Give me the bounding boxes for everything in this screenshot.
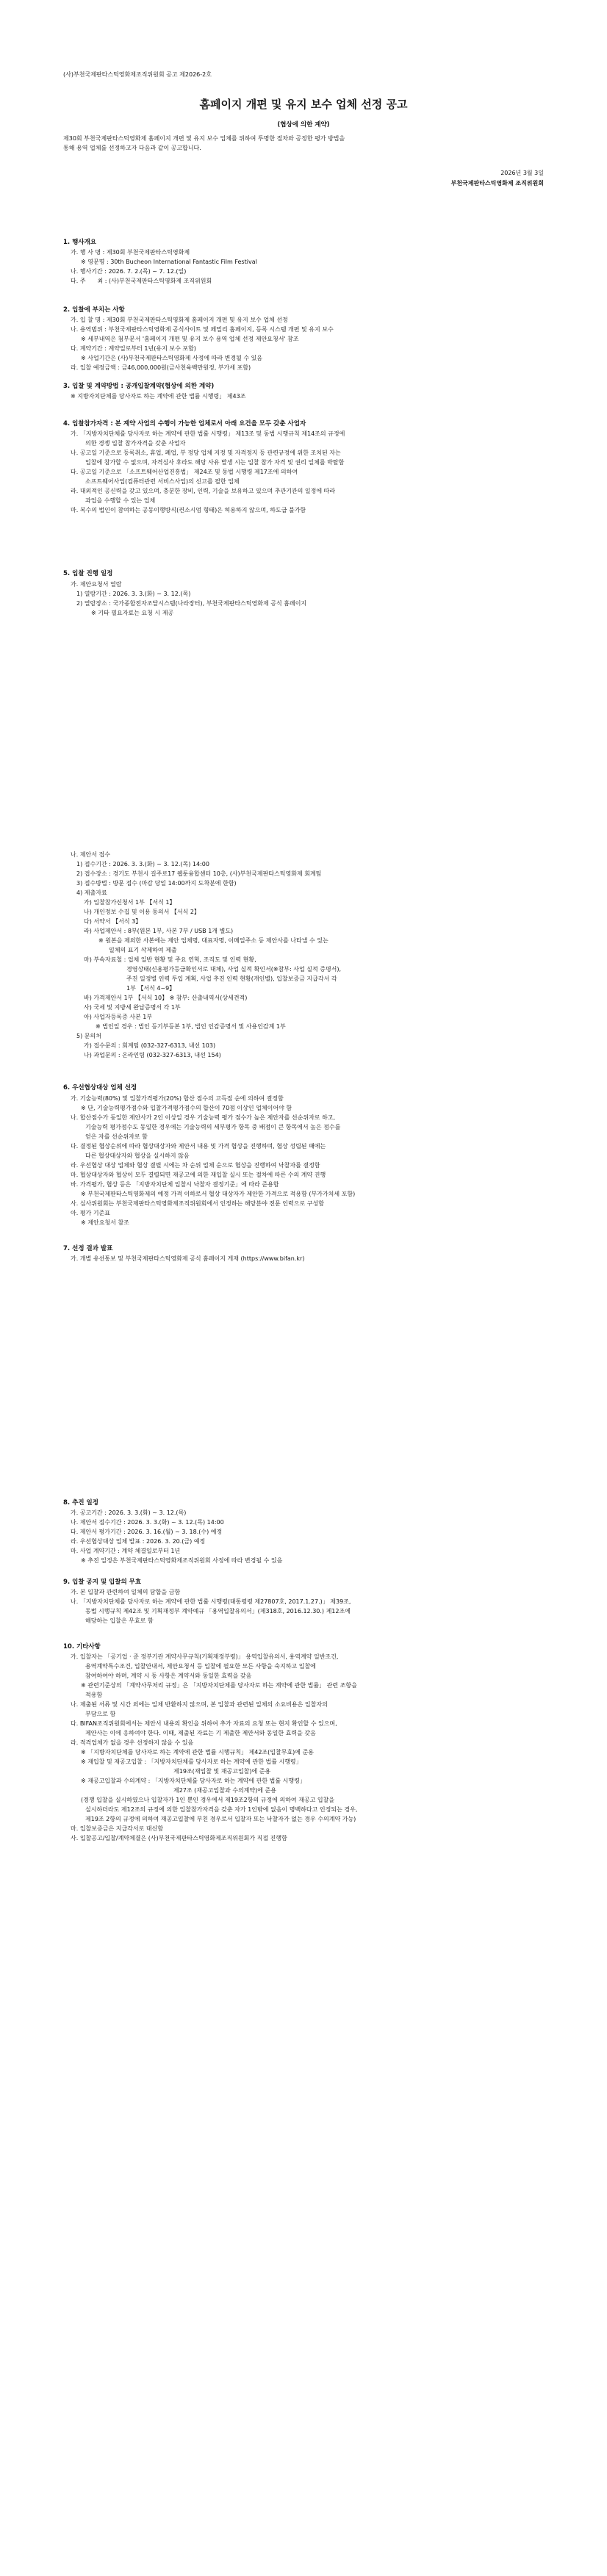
section-4-line: 소프트웨어사업(컴퓨터관련 서비스사업)의 신고를 필한 업체 — [85, 478, 240, 485]
section-10-line: (경쟁 입찰을 실시하였으나 입찰자가 1인 뿐인 경우에서 제19조2항의 규정에 의하여 재공고 입찰을 — [81, 1797, 335, 1803]
section-10-line: ※ 관련기준상의 「계약사무처리 규정」은 「지방자치단체를 당사자로 하는 계약에 관한 법률」 관련 조항을 — [81, 1682, 357, 1689]
section-5-line: 3) 접수방법 : 방문 접수 (마감 당일 14:00까지 도착분에 한함) — [76, 880, 237, 887]
section-1-line: 다. 주 최 : (사)부천국제판타스틱영화제 조직위원회 — [71, 278, 212, 284]
section-8-line: 마. 사업 계약기간 : 계약 체결일로부터 1년 — [71, 1548, 181, 1554]
intro-line: 제30회 부천국제판타스틱영화제 홈페이지 개편 및 유지 보수 업체를 위하여 투명한 절차와 공정한 평가 방법을 — [63, 135, 345, 142]
section-1-heading: 1. 행사개요 — [63, 239, 96, 246]
section-5-line: ※ 기타 필요자료는 요청 시 제공 — [91, 610, 174, 616]
section-1-line: ※ 영문명 : 30th Bucheon International Fantastic Film Festival — [81, 259, 257, 265]
section-9-line: 동법 시행규칙 제42조 및 기획재정부 계약예규 「용역입찰유의서」(제318호, 2016.12.30.) 제12조에 — [85, 1608, 351, 1614]
section-9-heading: 9. 입찰 공지 및 입찰의 무효 — [63, 1579, 142, 1586]
section-5-line: 가) 입찰참가신청서 1부 【서식 1】 — [84, 899, 176, 906]
section-6-line: 다. 결정된 협상순위에 따라 협상대상자와 제안서 내용 및 가격 협상을 진행하며, 협상 성립된 때에는 — [71, 1143, 326, 1150]
section-5-line: 가) 접수문의 : 회계팀 (032-327-6313, 내선 103) — [84, 1042, 216, 1049]
section-6-line: 나. 합산점수가 동일한 제안사가 2인 이상일 경우 기술능력 평가 점수가 높은 제안자를 선순위자로 하고, — [71, 1114, 336, 1121]
section-10-line: 마. 입찰보증금은 지급각서로 대신함 — [71, 1825, 164, 1832]
section-6-line: 아. 평가 기준표 — [71, 1210, 110, 1216]
section-5-line: 나. 제안서 접수 — [71, 851, 110, 858]
section-6-line: ※ 단, 기술능력평가점수와 입찰가격평가점수의 합산이 70점 이상인 업체이어야 함 — [81, 1105, 292, 1111]
section-8-heading: 8. 추진 일정 — [63, 1499, 98, 1507]
section-5-line: 2) 접수장소 : 경기도 부천시 길주로17 웹툰융합센터 10층, (사)부천국제판타스틱영화제 회계팀 — [76, 870, 322, 877]
section-4-heading: 4. 입찰참가자격 : 본 계약 사업의 수행이 가능한 업체로서 아래 요건을 모두 갖춘 사업자 — [63, 420, 306, 427]
section-9-line: 가. 본 입찰과 관련하여 일체의 담합을 금함 — [71, 1589, 181, 1595]
section-2-line: ※ 세부내역은 첨부문서 '홈페이지 개편 및 유지 보수 용역 업체 선정 제안요청서' 참조 — [81, 336, 299, 342]
section-4-line: 의한 경쟁 입찰 참가자격을 갖춘 사업자 — [85, 440, 186, 447]
section-7-line: 가. 개별 유선통보 및 부천국제판타스틱영화제 공식 홈페이지 게재 (https://www.bifan.kr) — [71, 1255, 305, 1262]
section-10-line: 다. BIFAN조직위원회에서는 제안서 내용의 확인을 위하여 추가 자료의 요청 또는 현지 확인할 수 있으며, — [71, 1720, 337, 1727]
section-7-heading: 7. 선정 결과 발표 — [63, 1245, 113, 1252]
section-1-line: 가. 행 사 명 : 제30회 부천국제판타스틱영화제 — [71, 249, 190, 256]
section-5-line: 주진 일정별 인력 투입 계획, 사업 추진 인력 현황(개인별), 입찰보증금 지급각서 각 — [126, 975, 337, 982]
section-10-line: 제19조(재입찰 및 재공고입찰)에 준용 — [173, 1768, 271, 1775]
section-4-line: 다. 공고일 기준으로 「소프트웨어산업진흥법」 제24조 및 동법 시행령 제17조에 의하여 — [71, 469, 298, 475]
section-10-line: 제19조 2항의 규정에 의하여 재공고입찰에 부친 경우로서 입찰자 또는 낙찰자가 없는 경우 수의계약 가능) — [85, 1816, 356, 1822]
section-5-line: 라) 사업제안서 : 8부(원본 1부, 사본 7부 / USB 1개 별도) — [84, 928, 234, 934]
section-10-line: 참여하여야 하며, 계약 시 동 사항은 계약서와 동일한 효력을 갖음 — [85, 1673, 252, 1679]
section-10-heading: 10. 기타사항 — [63, 1643, 101, 1650]
section-6-line: ※ 부천국제판타스틱영화제의 예정 가격 이하로서 협상 대상자가 제안한 가격으로 적용함 (부가가치세 포함) — [81, 1191, 356, 1197]
section-6-line: 사. 심사위원회는 부천국제판타스틱영화제조직위원회에서 인정하는 해당분야 전문 인력으로 구성함 — [71, 1200, 324, 1207]
section-9-line: 해당하는 입찰은 무효로 함 — [85, 1617, 154, 1624]
section-5-line: 아) 사업자등록증 사본 1부 — [84, 1014, 153, 1020]
section-2-heading: 2. 입찰에 부치는 사항 — [63, 306, 125, 314]
section-6-line: 얻은 자를 선순위자로 함 — [85, 1133, 148, 1140]
issuing-org: 부천국제판타스틱영화제 조직위원회 — [450, 180, 544, 187]
section-5-line: 나) 과업문의 : 온라인팀 (032-327-6313, 내선 154) — [84, 1052, 221, 1058]
section-8-line: 다. 제안서 평가기간 : 2026. 3. 16.(월) ~ 3. 18.(수) 예정 — [71, 1529, 223, 1535]
intro-line: 통해 용역 업체를 선정하고자 다음과 같이 공고합니다. — [63, 145, 201, 151]
notice-number: (사)부천국제판타스틱영화제조직위원회 공고 제2026-2호 — [63, 71, 212, 78]
section-10-line: 라. 적격업체가 없을 경우 선정하지 않을 수 있음 — [71, 1739, 194, 1746]
section-5-line: 바) 가격제안서 1부 【서식 10】 ※ 참부: 산출내역서(상세견적) — [84, 995, 248, 1001]
section-5-line: 5) 문의처 — [76, 1033, 101, 1039]
section-8-line: 나. 제안서 접수기간 : 2026. 3. 3.(화) ~ 3. 12.(목) 14:00 — [71, 1519, 224, 1526]
section-10-line: 부담으로 함 — [85, 1711, 116, 1717]
section-6-heading: 6. 우선협상대상 업체 선정 — [63, 1084, 137, 1092]
section-6-line: 마. 협상대상자와 협상이 모두 결렬되면 재공고에 의한 재입찰 실시 또는 절차에 따른 수의 계약 진행 — [71, 1172, 326, 1178]
section-4-line: 나. 공고일 기준으로 등록취소, 휴업, 폐업, 부 정당 업체 지정 및 자격정지 등 관련규정에 위한 조치된 자는 — [71, 450, 341, 456]
section-4-line: 입찰에 참가할 수 없으며, 자격심사 후라도 해당 사유 발생 시는 입찰 참가 자격 및 권리 일체를 박탈함 — [85, 459, 345, 466]
section-10-line: ※ 재공고입찰과 수의계약 : 「지방자치단체를 당사자로 하는 계약에 관한 법률 시행령」 — [81, 1778, 306, 1784]
section-5-line: 경영상태(신용평가등급확인서로 대체), 사업 실적 확인서(※참부: 사업 실적 증명서), — [126, 966, 342, 973]
section-10-line: 사. 입찰공고/입찰/계약체결은 (사)부천국제판타스틱영화제조직위원회가 직접 진행함 — [71, 1835, 287, 1841]
section-8-line: ※ 추진 일정은 부천국제판타스틱영화제조직위원회 사정에 따라 변경될 수 있음 — [81, 1557, 283, 1564]
section-6-line: 라. 우선협상 대상 업체와 협상 결렬 시에는 차 순위 업체 순으로 협상을 진행하여 낙찰자를 결정함 — [71, 1162, 320, 1169]
section-10-line: 가. 입찰자는 「공기업 · 준 정부기관 계약사무규칙(기획재정부령)」 용역입찰유의서, 용역계약 일반조건, — [71, 1653, 339, 1660]
section-5-line: 1) 열람기간 : 2026. 3. 3.(화) ~ 3. 12.(목) — [76, 591, 191, 597]
section-2-line: 나. 용역범위 : 부천국제판타스틱영화제 공식사이트 및 페밀리 홈페이지, 등록 시스템 개편 및 유지 보수 — [71, 326, 334, 333]
page-title: 홈페이지 개편 및 유지 보수 업체 선정 공고 — [199, 98, 408, 111]
notice-date: 2026년 3월 3일 — [500, 170, 544, 176]
section-5-line: 가. 제안요청서 열람 — [71, 581, 122, 588]
section-5-line: 사) 국세 및 지방세 완납증명서 각 1부 — [84, 1004, 181, 1011]
section-4-line: 마. 복수의 법인이 참여하는 공동이행방식(컨소시엄 형태)은 허용하지 않으며, 하도급 불가함 — [71, 507, 306, 513]
section-5-line: 1) 접수기간 : 2026. 3. 3.(화) ~ 3. 12.(목) 14:00 — [76, 861, 209, 867]
section-10-line: 용역계약특수조건, 입찰안내서, 제안요청서 등 입찰에 필요한 모든 사항을 숙지하고 입찰에 — [85, 1663, 316, 1670]
section-5-line: ※ 법인일 경우 : 법인 등기부등본 1부, 법인 인감증명서 및 사용인감계 1부 — [96, 1023, 286, 1030]
section-5-line: ※ 원본을 제외한 사본에는 제안 업체명, 대표자명, 이메일주소 등 제안사를 나타낼 수 있는 — [98, 937, 328, 944]
section-6-line: 기술능력 평가점수도 동일한 경우에는 기술능력의 세부평가 항목 중 배점이 큰 항목에서 높은 점수를 — [85, 1124, 341, 1130]
section-10-line: 실시하더라도 제12조의 규정에 의한 입찰참가자격을 갖춘 자가 1인밖에 없음이 명백하다고 인정되는 경우, — [85, 1806, 358, 1813]
section-5-line: 일체의 표기 삭제하여 제출 — [109, 947, 177, 953]
section-4-line: 라. 대외적인 공신력을 갖고 있으며, 충분한 장비, 인력, 기술을 보유하고 있으며 추관기관의 일정에 따라 — [71, 488, 336, 494]
section-10-line: ※ 재입찰 및 재공고입찰 : 「지방자치단체를 당사자로 하는 계약에 관한 법률 시행령」 — [81, 1758, 302, 1765]
section-3-heading: 3. 입찰 및 계약방법 : 공개입찰계약(협상에 의한 계약) — [63, 383, 215, 390]
section-8-line: 가. 공고기간 : 2026. 3. 3.(화) ~ 3. 12.(목) — [71, 1509, 187, 1516]
section-2-line: 가. 입 찰 명 : 제30회 부천국제판타스틱영화제 홈페이지 개편 및 유지 보수 업체 선정 — [71, 317, 288, 323]
section-9-line: 나. 「지방자치단체를 당사자로 하는 계약에 관한 법률 시행령(대통령령 제27807호, 2017.1.27.)」 제39조, — [71, 1598, 351, 1605]
section-2-line: ※ 사업기간은 (사)부천국제판타스틱영화제 사정에 따라 변경될 수 있음 — [81, 355, 263, 361]
section-2-line: 다. 계약기간 : 계약일로부터 1년(유지 보수 포함) — [71, 345, 196, 352]
section-5-line: 4) 제출자료 — [76, 890, 107, 896]
section-8-line: 라. 우선협상대상 업체 발표 : 2026. 3. 20.(금) 예정 — [71, 1538, 206, 1545]
section-3-line: ※ 지방자치단체를 당사자로 하는 계약에 관한 법률 시행령」 제43조 — [71, 393, 246, 400]
section-5-line: 나) 개인정보 수집 및 이용 동의서 【서식 2】 — [84, 909, 200, 915]
section-10-line: 적용함 — [85, 1692, 103, 1698]
section-10-line: 제27조 (재공고입찰과 수의계약)에 준용 — [173, 1787, 276, 1794]
section-4-line: 가. 「지방자치단체를 당사자로 하는 계약에 관한 법률 시행령」 제13조 및 동법 시행규칙 제14조의 규정에 — [71, 430, 345, 437]
section-6-line: 바. 가격평가, 협상 등은 「지방자치단체 입찰시 낙찰자 결정기준」에 따라 준용함 — [71, 1181, 279, 1188]
section-2-line: 라. 입찰 예정금액 : 금46,000,000원(금사천육백만원정, 부가세 포함) — [71, 364, 251, 371]
section-5-line: 마) 부속자료철 : 업체 일반 현황 및 주요 연혁, 조직도 및 인력 현황, — [84, 956, 256, 963]
section-6-line: ※ 제안요청서 참조 — [81, 1219, 129, 1226]
section-10-line: 제안사는 이에 응하여야 한다. 이때, 제출된 자료는 기 제출한 제안서와 동일한 효력을 갖음 — [85, 1730, 316, 1736]
section-4-line: 과업을 수행할 수 있는 업체 — [85, 497, 156, 504]
section-10-line: 나. 제출된 서류 및 시간 외에는 일체 반환하지 않으며, 본 입찰과 관련된 일체의 소요비용은 입찰자의 — [71, 1701, 328, 1708]
section-1-line: 나. 행사기간 : 2026. 7. 2.(목) ~ 7. 12.(일) — [71, 268, 187, 275]
section-6-line: 가. 기술능력(80%) 및 입찰가격평가(20%) 합산 점수의 고득점 순에 의하여 결정함 — [71, 1095, 284, 1102]
section-6-line: 다른 협상대상자와 협상을 실시하지 않음 — [85, 1152, 190, 1159]
section-5-line: 2) 열람장소 : 국가종합전자조달시스템(나라장터), 부천국제판타스틱영화제 공식 홈페이지 — [76, 600, 307, 607]
section-5-line: 다) 서약서 【서식 3】 — [84, 918, 142, 925]
page-subtitle: (협상에 의한 계약) — [277, 121, 330, 129]
section-5-line: 1부 【서식 4~9】 — [126, 985, 176, 992]
section-10-line: ※ 「지방자치단체를 당사자로 하는 계약에 관한 법률 시행규칙」 제42조(입찰무효)에 준용 — [81, 1749, 315, 1756]
section-5-heading: 5. 입찰 진행 일정 — [63, 570, 113, 577]
